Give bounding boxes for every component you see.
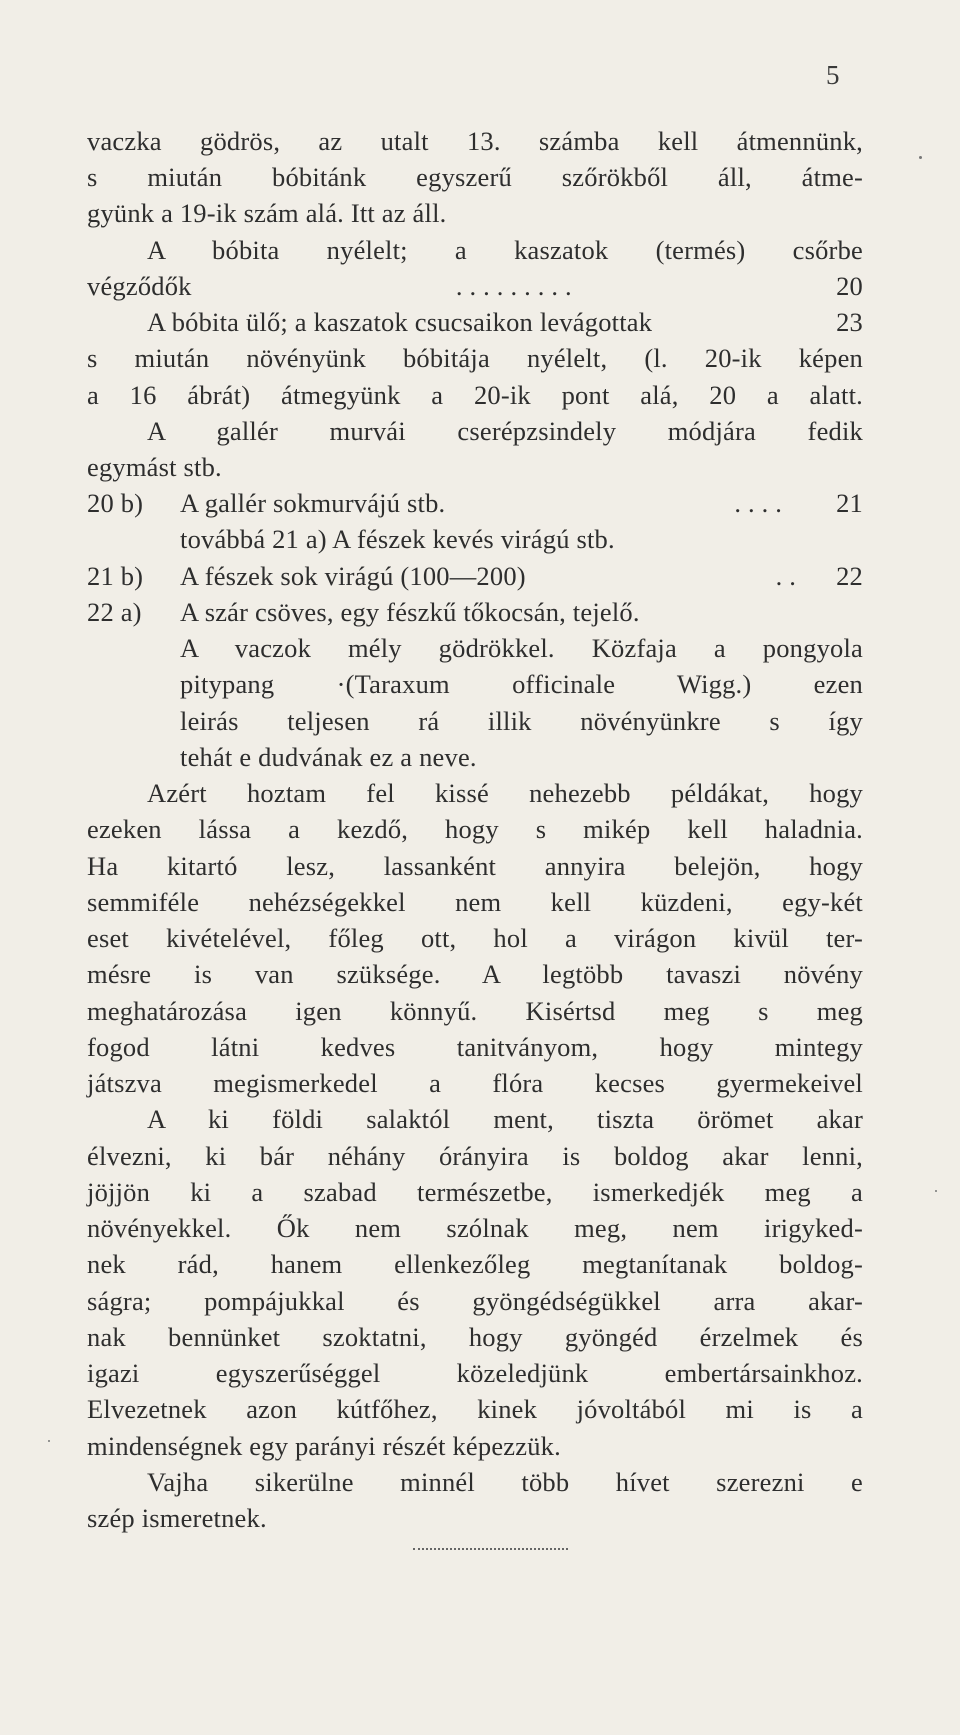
key-number: 20	[836, 271, 863, 301]
leader-dots: . .	[775, 561, 797, 591]
text-line: vaczka gödrös, az utalt 13. számba kell átmennünk,	[87, 126, 863, 156]
text-line: szép ismeretnek.	[87, 1503, 267, 1533]
leader-dots: . . . . . . . . .	[455, 271, 572, 301]
key-text: végződők	[87, 271, 192, 301]
text-line: A gallér murvái cserépzsindely módjára fedik	[147, 416, 863, 446]
text-line: tehát e dudvának ez a neve.	[180, 742, 477, 772]
key-text: A bóbita ülő; a kaszatok csucsaikon levágottak	[147, 307, 653, 337]
text-line: pitypang ·(Taraxum officinale Wigg.) ezen	[180, 669, 863, 699]
text-line: igazi egyszerűséggel közeledjünk embertársainkhoz.	[87, 1358, 863, 1388]
text-line: továbbá 21 a) A fészek kevés virágú stb.	[180, 524, 615, 554]
text-line: növényekkel. Ők nem szólnak meg, nem irigyked-	[87, 1213, 863, 1243]
key-entry-22a	[87, 594, 863, 630]
text-line: ságra; pompájukkal és gyöngédségükkel arra akar-	[87, 1286, 863, 1316]
key-entry-21b	[87, 558, 863, 594]
text-line: Ha kitartó lesz, lassanként annyira belejön, hogy	[87, 851, 863, 881]
page-number: 5	[826, 60, 840, 90]
text-line: A vaczok mély gödrökkel. Közfaja a pongyola	[180, 633, 863, 663]
key-text: A gallér sokmurvájú stb.	[180, 488, 446, 518]
text-line: meghatározása igen könnyű. Kisértsd meg s meg	[87, 996, 863, 1026]
text-line: Azért hoztam fel kissé nehezebb példákat, hogy	[147, 778, 863, 808]
key-text: A fészek sok virágú (100—200)	[180, 561, 526, 591]
text-line: semmiféle nehézségekkel nem kell küzdeni, egy-két	[87, 887, 863, 917]
text-line: játszva megismerkedel a flóra kecses gyermekeivel	[87, 1068, 863, 1098]
end-rule	[413, 1548, 568, 1550]
text-line: ezeken lássa a kezdő, hogy s mikép kell haladnia.	[87, 814, 863, 844]
paper-fleck	[935, 1190, 937, 1192]
key-entry-20b	[87, 485, 863, 521]
key-label: 20 b)	[87, 488, 144, 518]
text-line: nek rád, hanem ellenkezőleg megtanítanak boldog-	[87, 1249, 863, 1279]
key-label: 21 b)	[87, 561, 144, 591]
key-number: 22	[836, 561, 863, 591]
text-line: Vajha sikerülne minnél több hívet szerezni e	[147, 1467, 863, 1497]
text-line: gyünk a 19-ik szám alá. Itt az áll.	[87, 198, 447, 228]
text-line: fogod látni kedves tanitványom, hogy mintegy	[87, 1032, 863, 1062]
key-entry-20	[87, 268, 863, 304]
text-line: leirás teljesen rá illik növényünkre s így	[180, 706, 863, 736]
text-line: nak bennünket szoktatni, hogy gyöngéd érzelmek és	[87, 1322, 863, 1352]
text-line: s miután bóbitánk egyszerű szőrökből áll, átme-	[87, 162, 863, 192]
text-line: A bóbita nyélelt; a kaszatok (termés) csőrbe	[147, 235, 863, 265]
text-line: s miután növényünk bóbitája nyélelt, (l. 20-ik képen	[87, 343, 863, 373]
key-number: 23	[836, 307, 863, 337]
key-number: 21	[836, 488, 863, 518]
paper-fleck	[919, 156, 922, 159]
text-line: Elvezetnek azon kútfőhez, kinek jóvoltából mi is a	[87, 1394, 863, 1424]
text-line: élvezni, ki bár néhány órányira is boldog akar lenni,	[87, 1141, 863, 1171]
text-line: eset kivételével, főleg ott, hol a virágon kivül ter-	[87, 923, 863, 953]
text-line: jöjjön ki a szabad természetbe, ismerkedjék meg a	[87, 1177, 863, 1207]
text-line: mindenségnek egy parányi részét képezzük.	[87, 1431, 561, 1461]
text-line: mésre is van szüksége. A legtöbb tavaszi növény	[87, 959, 863, 989]
text-line: A ki földi salaktól ment, tiszta örömet akar	[147, 1104, 863, 1134]
leader-dots: . . . .	[734, 488, 783, 518]
text-line: egymást stb.	[87, 452, 222, 482]
text-line: a 16 ábrát) átmegyünk a 20-ik pont alá, 20 a alatt.	[87, 380, 863, 410]
key-entry-20a	[147, 304, 863, 340]
key-label: 22 a)	[87, 597, 142, 627]
paper-fleck	[48, 1440, 50, 1442]
key-text: A szár csöves, egy fészkű tőkocsán, tejelő.	[180, 597, 640, 627]
